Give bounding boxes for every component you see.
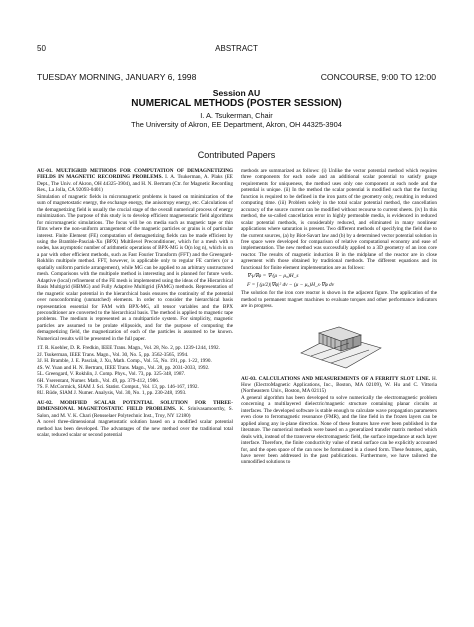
reference: 2J. Tsukerman, IEEE Trans. Magn., Vol. 30, No. 5, pp. 3562-3565, 1994.: [37, 351, 189, 358]
abstract-au03: [241, 376, 437, 395]
session-chair: I. A. Tsukerman, Chair: [200, 111, 273, 120]
session-subtitle: NUMERICAL METHODS (POSTER SESSION): [131, 98, 342, 109]
au03-body: A general algorithm has been developed to solve numerically the electromagnetic problem concerning a multilayered dielectric/magnetic structure containing planar circuits at interfaces. The developed software is stable enough to calculate wave propagation parameters even close to ferromagnetic resonance (FMR), and the line field in the frozen layers can be applied along any in-plane direction. None of these features have ever been published in the literature. The numerical methods were based on a generalized transfer matrix method which deals with, instead of the transverse electromagnetic field, the surface impedance at each layer interface. Therefore, the finite conductivity value of metal surface can be explicitly accounted for, and the open space of the can now be formulated in a closed form. These features, again, have never been addressed in the past publications. Furthermore, we have tailored the unmodified solutions to: [241, 394, 437, 466]
reactor-mesh-drawing: [291, 313, 391, 373]
au02-authors: K. Srinivasamoorthy, S. Salon, and M. V. K. Chari (Rensselaer Polytechnic Inst., Troy, NY 12180): [37, 406, 233, 419]
left-column: [37, 168, 233, 620]
au02-continued: methods are summarized as follows: (i) Unlike the vector potential method which requires three components for each node and an additional scalar potential to satisfy gauge requirements for uniqueness, the method uses only one component at each node and the potential is unique. (ii) In the method the scalar potential is modified such that the forcing function is required to be defined in the iron parts of the geometry only, resulting in reduced computing time. (iii) Problem solely in the total scalar potential method, the cancellation accuracy of the source current can be modified without recourse to current sheets. (iv) In this method, the so-called cancellation error in highly permeable media, is evidenced in reduced scalar potential methods, is considerably reduced, and eliminated in many nonlinear applications where saturation is present. Two different methods of specifying the field due to the current sources, (a) by Biot-Savart law and (b) by a determined vector potential solution in free space were developed for comparison of relative computational economy and ease of implementation. The new method was successfully applied to a 3D geometry of an iron core reactor. The results of magnetic induction B in the midplane of the reactor are in close agreement with those obtained by traditional methods. The different equations and its functional for finite element implementation are as follows:: [241, 168, 437, 271]
au02-body: A novel three-dimensional magnetostatic solution based on a modified scalar potential method has been developed. The advantages of the new method over the traditional total scalar, reduced scalar or second potential: [37, 419, 233, 439]
reference: 7S. F. McCormick, SIAM J. Sci. Statist. Comput., Vol. 13, pp. 146-167, 1992.: [37, 383, 199, 390]
reference: 8U. Rüde, SIAM J. Numer. Analysis, Vol. 30, No. 1, pp. 230-248, 1993.: [37, 390, 187, 397]
session-room-time: CONCOURSE, 9:00 TO 12:00: [320, 72, 436, 82]
reactor-figure: [241, 313, 437, 373]
session-line: [37, 72, 436, 84]
session-title: Session AU: [212, 88, 261, 98]
page-number: 50: [37, 44, 46, 53]
session-day-time: TUESDAY MORNING, JANUARY 6, 1998: [37, 72, 197, 82]
abstract-au02: [37, 400, 233, 419]
contributed-heading: Contributed Papers: [197, 150, 276, 160]
au01-body: Simulation of magnetic fields in micromagnetic problems is based on minimization of the sum of magnetostatic energy, the exchange energy, the anisotropy energy, etc. Calculations of the demagnetizing field is usually the crucial stage of the overall numerical process of energy minimization. The purpose of this study is to develop efficient magnetostatic field algorithms for micromagnetic simulations. The focus will be on media such as magnetic tape or thin films where the non-uniform arrangement of the magnetic particles or grains is of particular interest. Finite Element (FE) computation of demagnetizing fields can be made efficient by using the Bramble-Pasciak-Xu (BPX) Multilevel Preconditioner, which for a mesh with n nodes, has asymptotic number of arithmetic operations of BPX-MG is O(n log n), which is on a par with other efficient methods, such as Fast Fourier Transform (FFT) and the Greengard-Rokhlin multipole method. FFT, however, is applicable only to regular FE carriers (or a spatially uniform particle arrangement), while MG can be applied to an arbitrary unstructured mesh. Comparisons with the multipole method is interesting and is planned for future work. Adaptive (local) refinement of the FE mesh is implemented using the ideas of the Hierarchical Basis Multigrid (HBMG) and Fully Adaptive Multigrid (FAMG) methods. Representation of the magnetic scalar potential in the hierarchical basis ensures the continuity of the potential over nonconforming (unmatched) elements. In order to consider the hierarchical basis representation essential for FAM with BPX-MG, all tensor variables and the BPX preconditioner are converted to the hierarchical basis. The method is applied to magnetic tape problems. The medium is represented as a multiparticle system. For simplicity, magnetic particles are assumed to be prolate ellipsoids, and for the purpose of computing the demagnetizing field, the magnetization of each of the particles is assumed to be known. Numerical results will be presented in the full paper.: [37, 193, 233, 342]
reference: 5L. Greengard, V. Rokhlin, J. Comp. Phys., Vol. 73, pp. 325-348, 1987.: [37, 371, 186, 378]
session-affiliation: The University of Akron, EE Department, Akron, OH 44325-3904: [131, 120, 342, 129]
reference: 4S. W. Yuan and H. N. Bertram, IEEE Trans. Magn., Vol. 28, pp. 2031-2033, 1992.: [37, 364, 210, 371]
equation-1: ∇·μ∇φ = ∇·(μ − μ₀)H_s: [247, 273, 299, 280]
au01-title: AU-01. MULTIGRID METHODS FOR COMPUTATION OF DEMAGNETIZING FIELDS IN MAGNETIC RECORDING PROBLEMS.: [37, 168, 233, 181]
page-header: [37, 44, 436, 56]
au02-title: AU-02. MODIFIED SCALAR POTENTIAL SOLUTION FOR THREE-DIMENSIONAL MAGNETOSTATIC FIELD PROBLEMS.: [37, 399, 233, 413]
section-label: ABSTRACT: [215, 44, 258, 53]
equation-2: F = ∫ (μ/2)|∇φ|² dv − (μ − μ₀)H_s·∇φ dv: [247, 281, 335, 288]
reference: 3J. H. Bramble, J. E. Pasciak, J. Xu, Math. Comp., Vol. 55, No. 191, pp. 1-22, 1990.: [37, 358, 212, 365]
abstract-au01: [37, 168, 233, 194]
reference: 6H. Yserentant, Numer. Math., Vol. 49, pp. 379-412, 1986.: [37, 377, 160, 384]
au01-authors: I. A. Tsukerman, A. Plaks (EE Dept., The Univ. of Akron, OH 44325-3904), and H. N. Bertram (Ctr. for Magnetic Recording Res., La Jolla, CA 92093-0401): [37, 174, 233, 194]
au02-conclusion: The solution for the iron core reactor is shown in the adjacent figure. The application of the method to permanent magnet machines to evaluate torques and other performance indicators are in progress.: [241, 290, 437, 310]
au03-authors: H. How (ElectroMagnetic Applications, Inc., Boston, MA 02109), W. Hu and C. Vittoria (Northeastern Univ., Boston, MA 02115): [241, 375, 437, 395]
right-column: [241, 168, 437, 620]
au03-title: AU-03. CALCULATIONS AND MEASUREMENTS OF A FERRITY SLOT LINE.: [241, 375, 431, 382]
reference: 1T. R. Koehler, D. R. Fredkin, IEEE Trans. Magn., Vol. 28, No. 2, pp. 1239-1244, 1992.: [37, 345, 220, 352]
